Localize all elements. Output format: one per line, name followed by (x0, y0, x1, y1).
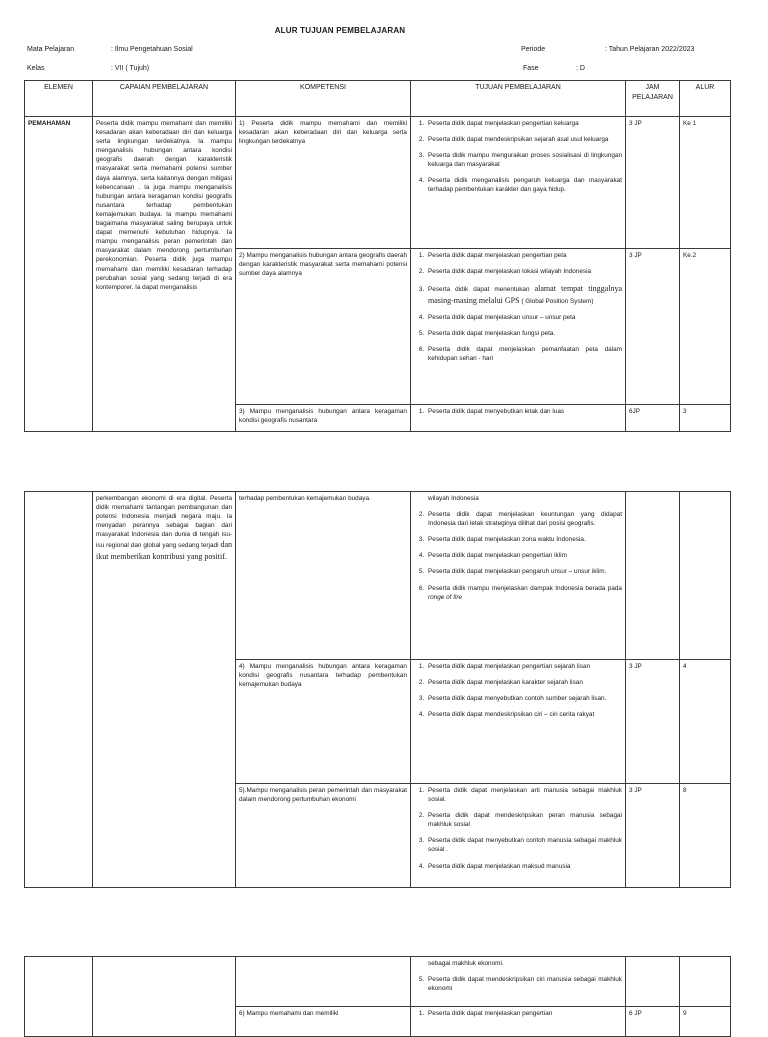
tujuan-item: 3. Peserta didik dapat menyebutkan contoh manusia sebagai makhluk sosial . (426, 836, 622, 854)
tujuan-item: 3. Peserta didik dapat menjelaskan zona waktu Indonesia. (426, 535, 622, 544)
header-elemen: ELEMEN (25, 81, 93, 117)
alur-6: 9 (680, 1007, 731, 1037)
tujuan-group-1 (411, 117, 626, 249)
header-jam-line-2: PELAJARAN (632, 93, 673, 101)
tujuan-item-part: Peserta didik dapat menentukan (428, 286, 530, 294)
tujuan-item-part: Peserta didik mampu menjelaskan dampak Indonesia berada pada (428, 584, 622, 592)
capaian-cell-continued (93, 957, 236, 1037)
tujuan-group-2 (411, 249, 626, 405)
kompetensi-3-part-2: terhadap pembentukan kemajemukan budaya. (236, 492, 411, 660)
meta-periode-value: : Tahun Pelajaran 2022/2023 (605, 46, 695, 53)
tujuan-item: 5. Peserta didik dapat menjelaskan pengaruh unsur – unsur iklim. (426, 567, 622, 576)
tujuan-item-continued: wilayah Indonesia (428, 495, 479, 502)
kompetensi-5: 5).Mampu menganalisis peran pemerintah dan masyarakat dalam mendorong pertumbuhan ekonomi (236, 784, 411, 888)
tujuan-group-5-continued (411, 957, 626, 1007)
tujuan-item: 4. Peserta didik dapat menjelaskan pengertian iklim (426, 551, 622, 560)
alur-5: 8 (680, 784, 731, 888)
alur-4: 4 (680, 660, 731, 784)
header-jam-line-1: JAM (645, 84, 660, 91)
kompetensi-5-continued (236, 957, 411, 1007)
meta-fase-label: Fase (523, 65, 539, 72)
tujuan-item: 6. Peserta didik dapat menjelaskan pemanfaatan peta dalam kehidupan sehari - hari (426, 345, 622, 363)
header-alur: ALUR (680, 81, 731, 117)
alur-5-continued (680, 957, 731, 1007)
capaian-cell-page-1: Peserta didik mampu memahami dan memiliki kesadaran akan keberadaan diri dan keluarga serta lingkungan terdekatnya. Ia mampu menganalisis hubungan antara kondisi geografis daerah dengan karakteristik masyarakat serta memahami potensi sumber daya alamnya, serta kaitannya dengan mitigasi kebencanaan . Ia juga mampu menganalisis hubungan antara keragaman kondisi geografis nusantara terhadap pembentukan kemajemukan budaya. Ia mampu memahami bagaimana masyarakat saling berupaya untuk dapat memenuhi kebutuhan hidupnya. Ia mampu menganalisis peran pemerintah dan masyarakat dalam mendorong pertumbuhan perekonomian. Peserta didik juga mampu memahami dan memiliki kesadaran terhadap perubahan sosial yang sedang terjadi di era kontemporer. Ia dapat menganalisis (93, 117, 236, 432)
tujuan-item: 3. Peserta didik dapat menyebutkan contoh sumber sejarah lisan. (426, 694, 622, 703)
jam-6: 6 JP (626, 1007, 680, 1037)
tujuan-group-6 (411, 1007, 626, 1037)
tujuan-item: 1. Peserta didik dapat menjelaskan pengertian peta (426, 251, 622, 260)
elemen-cell: PEMAHAMAN (25, 117, 93, 432)
meta-mapel-label: Mata Pelajaran (27, 46, 75, 53)
tujuan-group-3-part-1 (411, 405, 626, 432)
meta-fase-value: : D (576, 65, 585, 72)
tujuan-item-part: ( Global Position System) (521, 297, 594, 305)
jam-4: 3 JP (626, 660, 680, 784)
elemen-cell-continued (25, 492, 93, 888)
atp-table-page-3 (24, 956, 731, 1037)
header-kompetensi: KOMPETENSI (236, 81, 411, 117)
alur-1: Ke 1 (680, 117, 731, 249)
tujuan-item: 5. Peserta didik dapat menjelaskan fungsi peta. (426, 329, 622, 338)
tujuan-item: 2. Peserta didik dapat menjelaskan keuntungan yang didapat Indonesia dari letak strateginya dilihat dari posisi geografis. (426, 510, 622, 528)
meta-kelas-label: Kelas (27, 65, 45, 72)
jam-1: 3 JP (626, 117, 680, 249)
tujuan-item: 4. Peserta didik dapat menjelaskan maksud manusia (426, 862, 622, 871)
tujuan-item: 4. Peserta didik menganalisis pengaruh keluarga dan masyarakat terhadap pembentukan karakter dan gaya hidup. (426, 176, 622, 194)
tujuan-item: 4. Peserta didik dapat menjelaskan unsur – unsur peta (426, 313, 622, 322)
kompetensi-6: 6) Mampu memahami dan memiliki (236, 1007, 411, 1037)
capaian-cell-page-2 (93, 492, 236, 888)
tujuan-item: 2. Peserta didik dapat menjelaskan karakter sejarah lisan (426, 678, 622, 687)
jam-5-continued (626, 957, 680, 1007)
tujuan-item: 2. Peserta didik dapat menjelaskan lokasi wilayah Indonesia (426, 267, 622, 276)
header-jam (626, 81, 680, 117)
atp-table-page-2 (24, 491, 731, 888)
tujuan-group-4 (411, 660, 626, 784)
tujuan-group-3-part-2 (411, 492, 626, 660)
tujuan-item: 1. Peserta didik dapat menjelaskan pengertian keluarga (426, 119, 622, 128)
capaian-part: dan ikut memberikan kontribusi yang positif. (96, 540, 233, 561)
alur-3-continued (680, 492, 731, 660)
tujuan-item-part: alamat tempat tinggalnya masing-masing melalui GPS (428, 284, 622, 305)
meta-mapel-value: : Ilmu Pengetahuan Sosial (111, 46, 193, 53)
meta-periode-label: Periode (521, 46, 546, 53)
alur-3: 3 (680, 405, 731, 432)
tujuan-item: 1. Peserta didik dapat menjelaskan arti manusia sebagai makhluk sosial. (426, 786, 622, 804)
jam-5: 3 JP (626, 784, 680, 888)
kompetensi-2: 2) Mampu menganalisis hubungan antara geografis daerah dengan karakteristik masyarakat serta memahami potensi sumber daya alamnya (236, 249, 411, 405)
tujuan-item-continued: sebagai makhluk ekonomi. (428, 960, 504, 967)
jam-2: 3 JP (626, 249, 680, 405)
header-tujuan: TUJUAN PEMBELAJARAN (411, 81, 626, 117)
tujuan-item (426, 584, 622, 602)
capaian-part: perkembangan ekonomi di era digital. Peserta didik memahami tantangan pembangunan dan potensi Indonesia menjadi negara maju. Ia menyadari perannya sebagai bagian dari masyarakat Indonesia dan dunia di tengah isu-isu regional dan global yang sedang terjadi (96, 495, 232, 550)
tujuan-item: 3. Peserta didik mampu menguraikan proses sosialisasi di lingkungan keluarga dan masyarakat (426, 151, 622, 169)
tujuan-item: 4. Peserta didik dapat mendeskripsikan ciri – ciri cerita rakyat (426, 710, 622, 719)
tujuan-item: 1. Peserta didik dapat menyebutkan letak dan luas (426, 407, 622, 416)
kompetensi-3-part-1: 3) Mampu menganalisis hubungan antara keragaman kondisi geografis nusantara (236, 405, 411, 432)
tujuan-item (426, 283, 622, 306)
tujuan-item: 1. Peserta didik dapat menjelaskan pengertian (426, 1009, 622, 1018)
tujuan-item: 1. Peserta didik dapat menjelaskan pengertian sejarah lisan (426, 662, 622, 671)
header-capaian: CAPAIAN PEMBELAJARAN (93, 81, 236, 117)
jam-3-continued (626, 492, 680, 660)
alur-2: Ke.2 (680, 249, 731, 405)
jam-3: 6JP (626, 405, 680, 432)
tujuan-item: 5. Peserta didik dapat mendeskripsikan ciri manusia sebagai makhluk ekonomi (426, 975, 622, 993)
tujuan-item: 2. Peserta didik dapat mendeskripsikan peran manusia sebagai makhluk sosial (426, 811, 622, 829)
kompetensi-4: 4) Mampu menganalisis hubungan antara keragaman kondisi geografis nusantara terhadap pembentukan kemajemukan budaya (236, 660, 411, 784)
tujuan-item: 2. Peserta didik dapat mendeskripsikan sejarah asal usul keluarga (426, 135, 622, 144)
atp-table-page-1 (24, 80, 731, 432)
tujuan-item-part: ronge of fire (428, 593, 463, 601)
document-title: ALUR TUJUAN PEMBELAJARAN (274, 26, 406, 35)
meta-kelas-value: : VII ( Tujuh) (111, 65, 150, 72)
kompetensi-1: 1) Peserta didik mampu memahami dan memiliki kesadaran akan keberadaan diri dan keluarga serta lingkungan terdekatnya (236, 117, 411, 249)
elemen-cell-continued (25, 957, 93, 1037)
tujuan-group-5 (411, 784, 626, 888)
